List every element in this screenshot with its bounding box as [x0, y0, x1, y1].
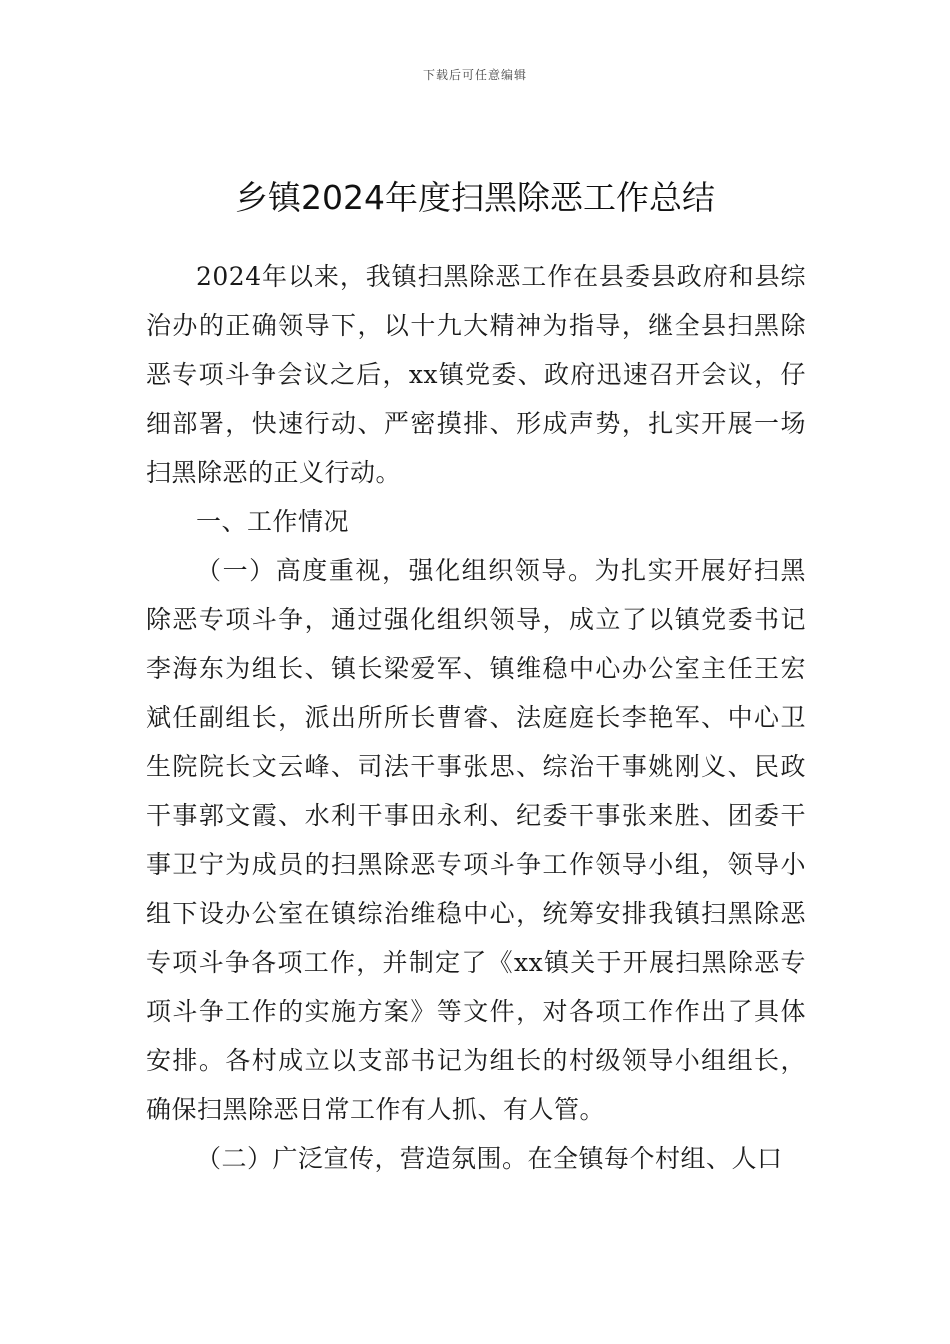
document-body	[146, 252, 806, 1183]
header-note: 下载后可任意编辑	[422, 68, 527, 82]
paragraph-intro: 2024年以来，我镇扫黑除恶工作在县委县政府和县综治办的正确领导下，以十九大精神为指导，继全县扫黑除恶专项斗争会议之后，xx镇党委、政府迅速召开会议，仔细部署，快速行动、严密摸排、形成声势，扎实开展一场扫黑除恶的正义行动。	[146, 262, 806, 487]
paragraph-organization: （一）高度重视，强化组织领导。为扎实开展好扫黑除恶专项斗争，通过强化组织领导，成立了以镇党委书记李海东为组长、镇长梁爱军、镇维稳中心办公室主任王宏斌任副组长，派出所所长曹睿、法庭庭长李艳军、中心卫生院院长文云峰、司法干事张思、综治干事姚刚义、民政干事郭文霞、水利干事田永利、纪委干事张来胜、团委干事卫宁为成员的扫黑除恶专项斗争工作领导小组，领导小组下设办公室在镇综治维稳中心，统筹安排我镇扫黑除恶专项斗争各项工作，并制定了《xx镇关于开展扫黑除恶专项斗争工作的实施方案》等文件，对各项工作作出了具体安排。各村成立以支部书记为组长的村级领导小组组长，确保扫黑除恶日常工作有人抓、有人管。	[146, 556, 806, 1124]
document-title: 乡镇2024年度扫黑除恶工作总结	[235, 178, 715, 217]
paragraph-publicity: （二）广泛宣传，营造氛围。在全镇每个村组、人口	[196, 1144, 783, 1173]
section-heading-work-status: 一、工作情况	[196, 507, 350, 536]
